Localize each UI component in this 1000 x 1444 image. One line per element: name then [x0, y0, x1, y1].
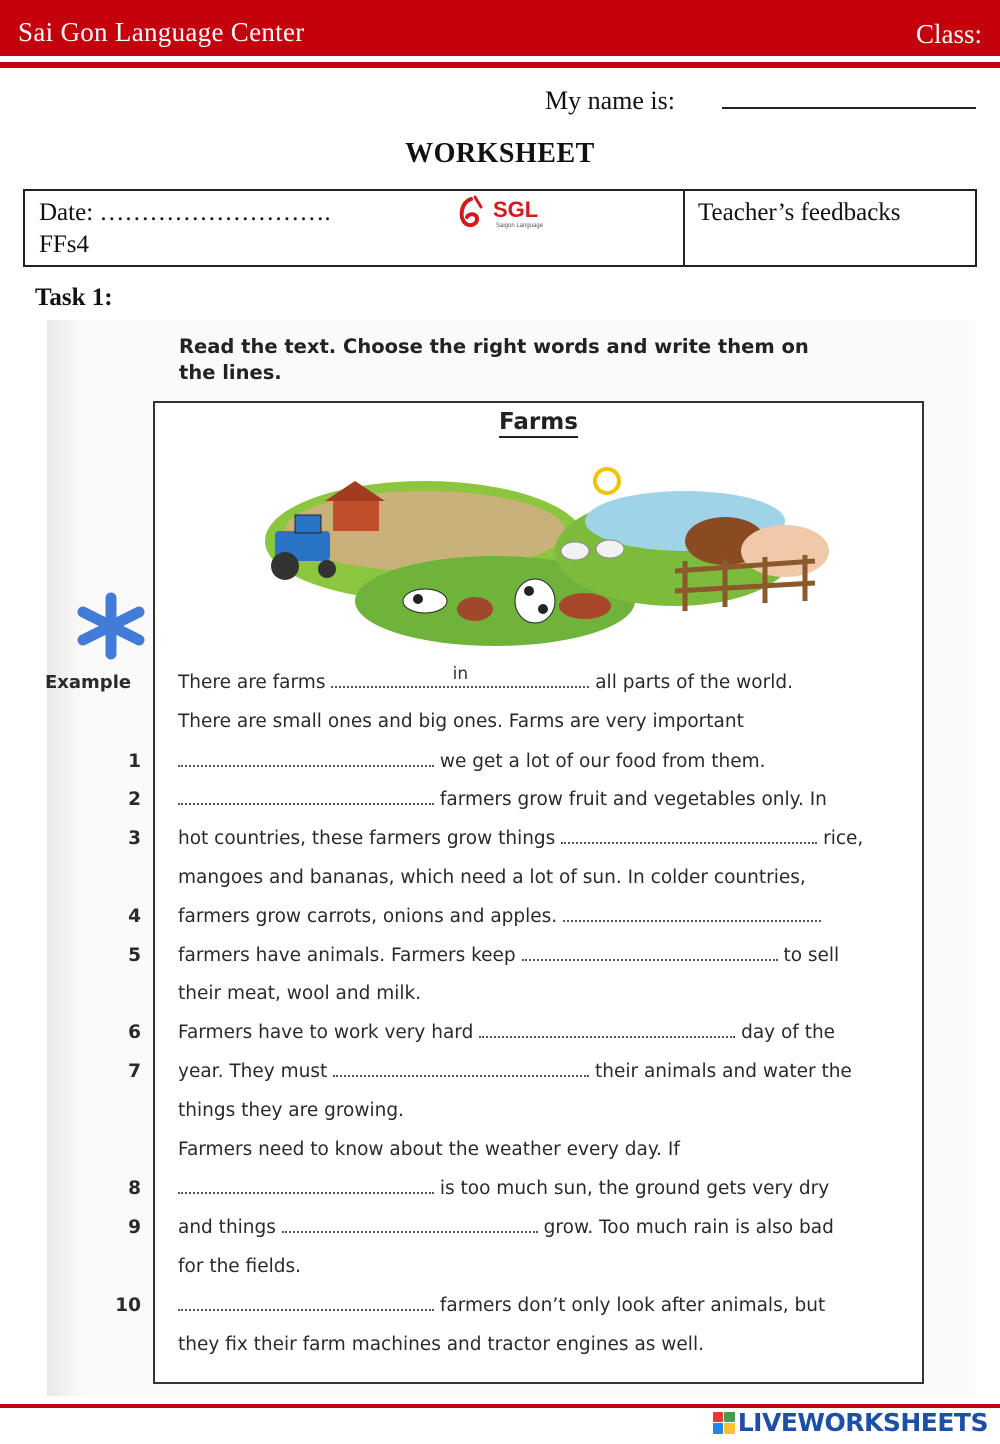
center-name: Sai Gon Language Center — [18, 17, 305, 47]
worksheet-code: FFs4 — [39, 231, 90, 258]
class-label: Class: — [915, 19, 982, 49]
name-answer-line[interactable] — [722, 107, 976, 109]
date-field: Date: ………………………. — [39, 199, 331, 226]
svg-text:Saigon Language: Saigon Language — [496, 223, 544, 229]
text-line: Example There are farms in all parts of the world. — [45, 664, 793, 693]
answer-blank-9[interactable] — [282, 1219, 538, 1233]
liveworksheets-logo — [713, 1408, 988, 1437]
text-line: 9 and things grow. Too much rain is also bad — [47, 1217, 975, 1256]
text-line: 2 farmers grow fruit and vegetables only. In — [47, 789, 975, 828]
teacher-feedback-label: Teacher’s feedbacks — [698, 199, 901, 226]
name-label: My name is: — [545, 86, 675, 115]
text-line: their meat, wool and milk. — [178, 983, 422, 1004]
line-number: 5 — [128, 945, 141, 966]
answer-blank-2[interactable] — [178, 791, 434, 805]
answer-blank-4[interactable] — [563, 908, 821, 922]
text-line: 5 farmers have animals. Farmers keep to sell — [47, 945, 975, 984]
text-line: There are small ones and big ones. Farms are very important — [178, 711, 744, 732]
text-line: Farmers need to know about the weather every day. If — [178, 1139, 680, 1160]
answer-blank-3[interactable] — [561, 830, 817, 844]
line-number: 8 — [128, 1178, 141, 1199]
header-bar — [0, 0, 1000, 56]
text-line: things they are growing. — [178, 1100, 404, 1121]
info-table — [23, 189, 977, 267]
asterisk-icon — [69, 590, 153, 662]
text-line: 7 year. They must their animals and water the — [47, 1061, 975, 1100]
text-line: for the fields. — [178, 1256, 301, 1277]
line-number: 7 — [128, 1061, 141, 1082]
example-answer: in — [331, 674, 589, 688]
text-line: 3 hot countries, these farmers grow things rice, — [47, 828, 975, 867]
line-number: 9 — [128, 1217, 141, 1238]
text-line: 4 farmers grow carrots, onions and apples. — [47, 906, 975, 945]
text-line: 10 farmers don’t only look after animals, but — [47, 1295, 975, 1334]
header-divider — [0, 62, 1000, 68]
line-number: 3 — [128, 828, 141, 849]
reading-title: Farms — [155, 409, 922, 435]
task-label: Task 1: — [35, 284, 113, 311]
liveworksheets-icon — [713, 1412, 735, 1434]
line-number: 6 — [128, 1022, 141, 1043]
answer-blank-6[interactable] — [479, 1024, 735, 1038]
sgl-logo — [457, 193, 567, 233]
farm-illustration — [255, 451, 845, 651]
text-line: they fix their farm machines and tractor engines as well. — [178, 1334, 704, 1355]
line-number: Example — [45, 672, 132, 693]
answer-blank-5[interactable] — [522, 947, 778, 961]
instruction: Read the text. Choose the right words and write them on the lines. — [179, 335, 809, 384]
line-number: 2 — [128, 789, 141, 810]
exercise-scan — [47, 320, 975, 1396]
answer-blank-1[interactable] — [178, 753, 434, 767]
page-title: WORKSHEET — [405, 138, 595, 169]
answer-blank-8[interactable] — [178, 1180, 434, 1194]
liveworksheets-brand: LIVEWORKSHEETS — [737, 1408, 988, 1437]
line-number: 10 — [115, 1295, 141, 1316]
line-number: 1 — [128, 751, 141, 772]
svg-text:SGL: SGL — [493, 197, 539, 222]
answer-blank-10[interactable] — [178, 1297, 434, 1311]
line-number: 4 — [128, 906, 141, 927]
text-line: 8 is too much sun, the ground gets very dry — [47, 1178, 975, 1217]
text-line: 1 we get a lot of our food from them. — [47, 751, 975, 790]
answer-blank-7[interactable] — [333, 1063, 589, 1077]
info-left-cell — [25, 191, 685, 265]
text-line: 6 Farmers have to work very hard day of the — [47, 1022, 975, 1061]
text-line: mangoes and bananas, which need a lot of sun. In colder countries, — [178, 867, 806, 888]
